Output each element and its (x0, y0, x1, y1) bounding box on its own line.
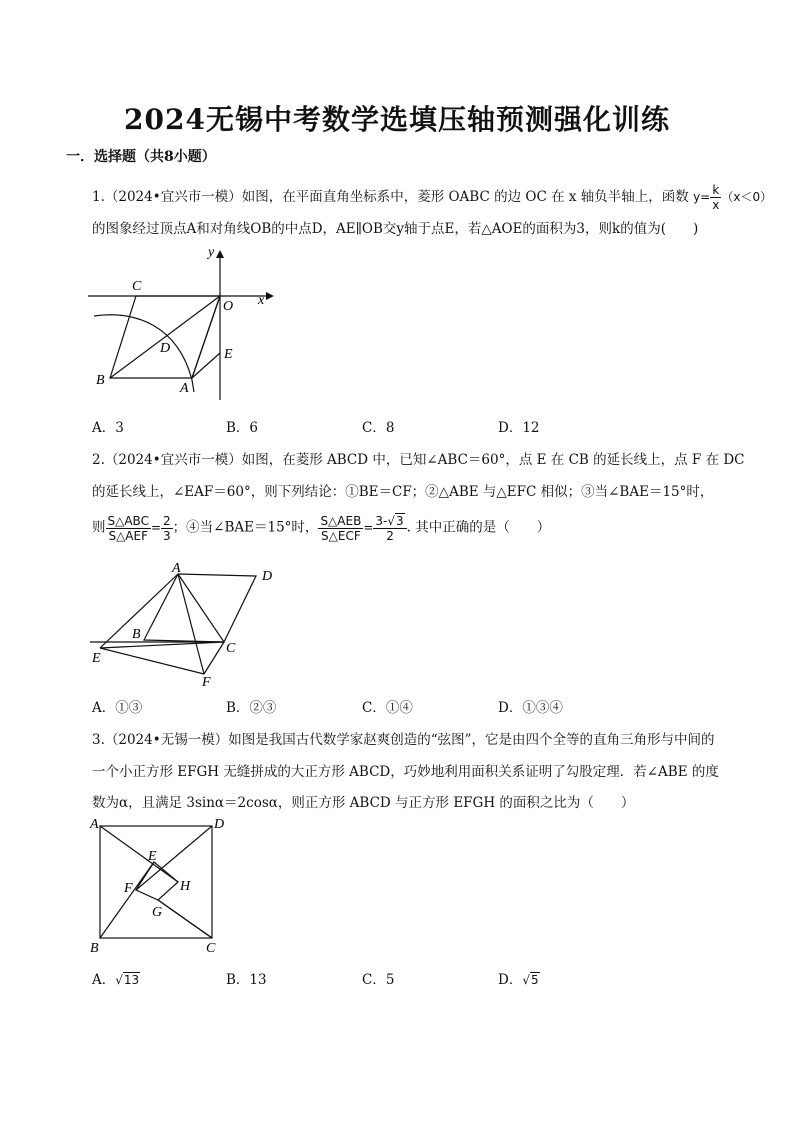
q2-line-ac (178, 574, 224, 642)
q2-frac1-den: S△AEF (108, 528, 148, 543)
q1-option-b[interactable]: B．6 (226, 420, 259, 436)
q1-line1 (92, 183, 772, 212)
q2-frac2 (318, 514, 363, 543)
q1-option-d[interactable]: D．12 (498, 420, 540, 436)
q2-frac2-val-den: 2 (386, 529, 394, 543)
q2-eq1: = (150, 520, 162, 535)
q1-label-e: E (224, 347, 233, 362)
q1-label-a: A (180, 381, 189, 396)
q2-line3 (92, 513, 550, 543)
q1-text-a: 1.（2024•宜兴市一模）如图，在平面直角坐标系中，菱形 OABC 的边 OC 在 x 轴负半轴上，函数 (92, 189, 694, 205)
q3-figure (86, 814, 236, 958)
q3-option-a[interactable] (92, 968, 140, 988)
q3-option-c[interactable]: C．5 (362, 972, 395, 988)
q3-inner-square (136, 862, 178, 900)
q3-line-gc (158, 900, 212, 938)
q1-figure (86, 240, 286, 406)
q3-label-b: B (90, 941, 99, 956)
q3-option-b[interactable]: B．13 (226, 972, 267, 988)
q1-option-a[interactable]: A．3 (92, 420, 124, 436)
q1-line2: 的图象经过顶点A和对角线OB的中点D，AE∥OB交y轴于点E，若△AOE的面积为3，则k的值为( ) (92, 221, 699, 237)
q1-func-num: k (710, 183, 721, 198)
q2-text-end: . 其中正确的是（ ） (406, 519, 551, 536)
q2-label-d: D (262, 569, 273, 584)
q3-label-c: C (206, 941, 216, 956)
q2-eq2: = (363, 520, 374, 535)
q2-figure (86, 562, 296, 692)
q2-frac2-den: S△ECF (321, 528, 361, 543)
q2-text-pre: 则 (92, 519, 106, 536)
q2-line-ec2 (100, 642, 224, 648)
q2-option-a[interactable]: A．①③ (92, 700, 143, 716)
q3-label-d: D (214, 817, 225, 832)
q3-option-d-radicand: 5 (530, 973, 539, 987)
q3-label-e: E (148, 849, 157, 864)
q2-line-af (178, 574, 204, 674)
page-title: 2024无锡中考数学选填压轴预测强化训练 (124, 103, 670, 136)
q2-frac1-num: S△ABC (107, 513, 149, 528)
q2-option-d[interactable]: D．①③④ (498, 700, 563, 716)
q2-frac1-val (161, 514, 173, 543)
q2-label-b: B (132, 627, 141, 642)
q2-frac2-val-num-a: 3- (375, 514, 388, 528)
q1-func-frac (710, 183, 721, 212)
q3-line1: 3.（2024•无锡一模）如图是我国古代数学家赵爽创造的“弦图”，它是由四个全等的直角三角形与中间的 (92, 732, 715, 748)
q1-func-y: y= (693, 190, 711, 204)
q3-line3: 数为α，且满足 3sinα＝2cosα，则正方形 ABCD 与正方形 EFGH 的面积之比为（ ） (92, 795, 635, 811)
q3-label-f: F (124, 881, 133, 896)
q1-diagonal-ob (110, 296, 220, 378)
q1-label-b: B (96, 373, 105, 388)
q2-rhombus (144, 574, 256, 642)
q2-frac2-num: S△AEB (320, 513, 362, 528)
q3-option-a-radicand: 13 (123, 973, 140, 987)
q1-label-d: D (160, 341, 171, 356)
q2-line2: 的延长线上，∠EAF＝60°，则下列结论：①BE＝CF；②△ABE 与△EFC 相似；③当∠BAE＝15°时， (92, 484, 714, 500)
q3-option-a-prefix: A． (92, 972, 116, 988)
q3-line-be (100, 862, 154, 938)
q2-option-b[interactable]: B．②③ (226, 700, 277, 716)
q3-outer-square (100, 826, 212, 938)
q2-line-cf (204, 642, 224, 674)
q1-option-c[interactable]: C．8 (362, 420, 395, 436)
q2-label-f: F (202, 675, 211, 690)
section-heading: 一．选择题（共8小题） (66, 149, 216, 165)
q1-label-c: C (132, 279, 142, 294)
q2-label-e: E (92, 651, 101, 666)
q3-line2: 一个小正方形 EFGH 无缝拼成的大正方形 ABCD，巧妙地利用面积关系证明了勾股定理．若∠ABE 的度 (92, 764, 719, 780)
q3-option-d[interactable] (498, 968, 540, 988)
q2-label-a: A (172, 562, 181, 576)
q1-func-cond: （x＜0） (721, 190, 773, 204)
q2-frac2-val (373, 513, 406, 543)
q3-label-g: G (152, 905, 163, 920)
sqrt-icon: √ (115, 973, 123, 987)
q2-frac1-val-num: 2 (163, 513, 171, 528)
q2-option-c[interactable]: C．①④ (362, 700, 413, 716)
q2-line1: 2.（2024•宜兴市一模）如图，在菱形 ABCD 中，已知∠ABC＝60°，点 E 在 CB 的延长线上，点 F 在 DC (92, 452, 745, 468)
q1-label-y: y (208, 245, 215, 260)
q2-frac1-val-den: 3 (163, 528, 171, 543)
sqrt-icon: √ (522, 973, 530, 987)
q1-label-x: x (258, 293, 265, 308)
q3-option-d-prefix: D． (498, 972, 523, 988)
q1-func-den: x (712, 198, 720, 212)
q2-frac2-val-num-rad: 3 (396, 514, 404, 528)
q1-y-arrow (216, 250, 224, 258)
q1-label-o: O (223, 299, 234, 314)
q2-line-ef (100, 648, 204, 674)
q1-x-arrow (266, 292, 274, 300)
q3-label-a: A (90, 817, 99, 832)
q2-frac1 (106, 514, 151, 543)
q2-text-mid: ；④当∠BAE＝15°时， (172, 519, 319, 536)
q2-frac2-val-num: 3-√3 (373, 513, 406, 529)
q2-label-c: C (226, 641, 236, 656)
q3-label-h: H (180, 879, 191, 894)
q3-line-ah (100, 826, 178, 882)
